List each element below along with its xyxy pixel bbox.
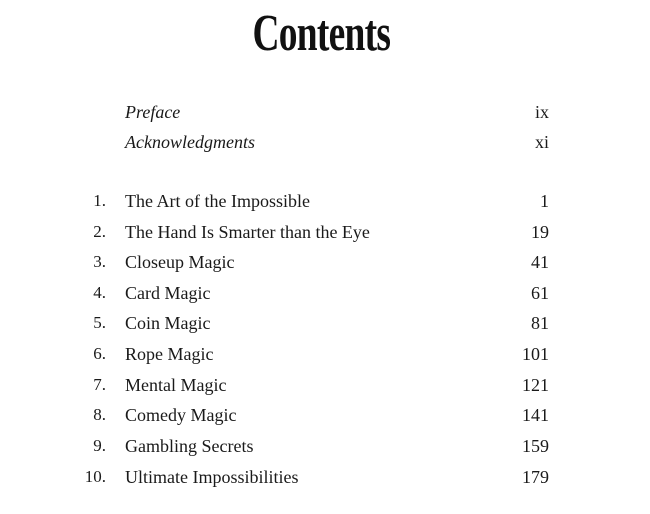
chapter-number: 2. (93, 222, 106, 241)
chapter-page: 81 (531, 313, 549, 333)
chapter-page: 61 (531, 283, 549, 303)
chapter-number: 8. (93, 405, 106, 424)
toc-entry-label: Preface (125, 102, 181, 122)
toc-entry-preface (0, 97, 650, 127)
toc-entry-chapter-5 (0, 308, 650, 338)
toc-entry-chapter-4 (0, 278, 650, 308)
chapter-page: 179 (522, 467, 549, 487)
chapter-page: 19 (531, 222, 549, 242)
page-title: Contents (252, 5, 391, 62)
chapter-title: The Hand Is Smarter than the Eye (125, 222, 370, 242)
chapter-title: Card Magic (125, 283, 211, 303)
chapter-number: 6. (93, 344, 106, 363)
chapter-title: Closeup Magic (125, 252, 235, 272)
chapter-title: Coin Magic (125, 313, 211, 333)
chapter-number: 9. (93, 436, 106, 455)
chapter-number: 3. (93, 252, 106, 271)
chapter-title: Comedy Magic (125, 405, 237, 425)
chapter-page: 121 (522, 375, 549, 395)
chapter-page: 159 (522, 436, 549, 456)
chapter-page: 101 (522, 344, 549, 364)
toc-entry-chapter-1 (0, 186, 650, 216)
chapter-number: 5. (93, 313, 106, 332)
chapter-title: Gambling Secrets (125, 436, 254, 456)
chapter-title: Ultimate Impossibilities (125, 467, 299, 487)
chapter-number: 7. (93, 375, 106, 394)
toc-entry-acknowledgments (0, 127, 650, 157)
chapter-number: 4. (93, 283, 106, 302)
toc-entry-chapter-9 (0, 431, 650, 461)
toc-entry-chapter-3 (0, 247, 650, 277)
chapter-page: 1 (540, 191, 549, 211)
chapter-number: 10. (84, 467, 106, 486)
toc-entry-label: Acknowledgments (125, 132, 255, 152)
toc-entry-page: xi (534, 132, 549, 152)
chapter-title: Mental Magic (125, 375, 227, 395)
toc-entry-chapter-6 (0, 339, 650, 369)
toc-entry-chapter-8 (0, 400, 650, 430)
chapter-title: The Art of the Impossible (125, 191, 310, 211)
toc-entry-chapter-2 (0, 217, 650, 247)
chapter-title: Rope Magic (125, 344, 214, 364)
toc-entry-chapter-7 (0, 370, 650, 400)
toc-entry-page: ix (534, 102, 549, 122)
chapter-number: 1. (93, 191, 106, 210)
toc-entry-chapter-10 (0, 462, 650, 492)
chapter-page: 141 (522, 405, 549, 425)
chapter-page: 41 (531, 252, 549, 272)
